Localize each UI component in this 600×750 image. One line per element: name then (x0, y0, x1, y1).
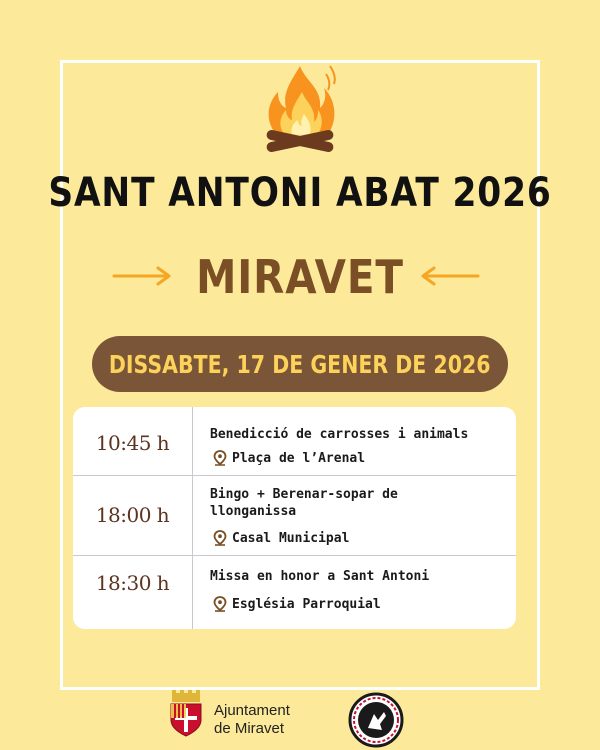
event-location-label: Església Parroquial (232, 596, 381, 612)
schedule-row (73, 407, 516, 475)
event-date: DISSABTE, 17 DE GENER DE 2026 (109, 349, 491, 379)
event-time: 18:00 h (95, 503, 170, 527)
council-name (214, 702, 290, 738)
event-location-label: Plaça de l’Arenal (232, 450, 366, 466)
map-pin-icon (213, 596, 227, 612)
event-location-label: Casal Municipal (232, 530, 350, 546)
event-location (213, 450, 365, 466)
association-seal (348, 692, 404, 748)
council-name-line1: Ajuntament (214, 702, 290, 719)
event-description: Bingo + Berenar-sopar de llonganissa (210, 487, 398, 519)
date-badge (92, 336, 508, 392)
event-location (213, 596, 381, 612)
event-description: Benedicció de carrosses i animals (210, 427, 469, 442)
town-row (0, 250, 600, 310)
event-location (213, 530, 349, 546)
town-name: MIRAVET (196, 250, 404, 304)
schedule-row (73, 475, 516, 555)
bonfire-icon (256, 62, 344, 160)
arrow-left-icon (418, 264, 480, 288)
event-description: Missa en honor a Sant Antoni (210, 569, 430, 584)
schedule-table (73, 407, 516, 629)
event-title: SANT ANTONI ABAT 2026 (48, 170, 552, 216)
footer (0, 690, 600, 750)
map-pin-icon (213, 450, 227, 466)
miravet-coat-of-arms (166, 690, 206, 738)
map-pin-icon (213, 530, 227, 546)
schedule-row (73, 555, 516, 629)
event-time: 10:45 h (95, 431, 170, 455)
council-name-line2: de Miravet (214, 720, 285, 737)
event-time: 18:30 h (95, 571, 170, 595)
